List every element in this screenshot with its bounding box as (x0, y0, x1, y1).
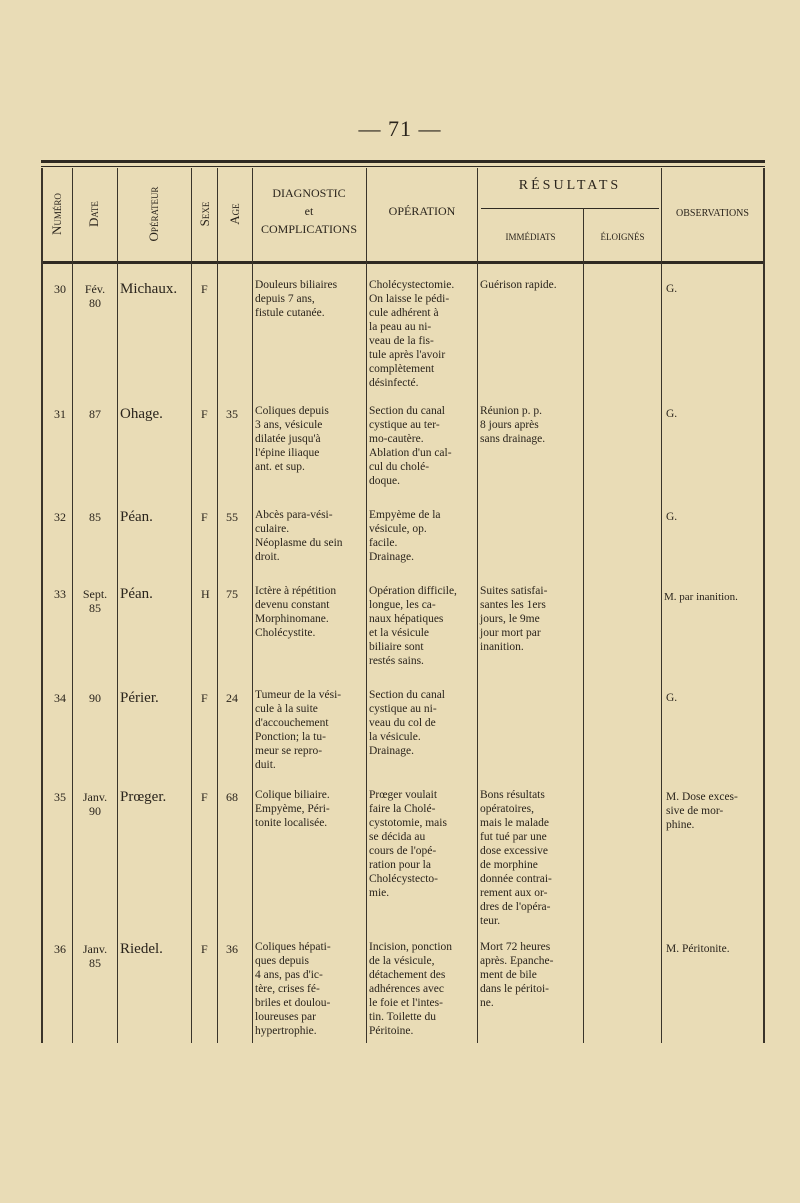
row-34-date: 90 (89, 691, 101, 705)
row-35-operateur: Prœger. (120, 789, 167, 805)
row-32-num: 32 (54, 510, 66, 524)
row-33-immediats: Suites satisfai- santes les 1ers jours, le 9me jour mort par inanition. (480, 585, 548, 653)
top-rule (41, 160, 765, 163)
top-rule-thin (41, 166, 765, 167)
row-36-observations: M. Péritonite. (666, 943, 730, 955)
row-31-age: 35 (226, 407, 238, 421)
row-32-observations: G. (666, 511, 678, 523)
header-operateur: Opérateur (146, 186, 161, 242)
row-32-sexe: F (201, 510, 208, 524)
row-30-operation: Cholécystectomie. On laisse le pédi- cule adhérent à la peau au ni- veau de la fis- tule après l'avoir complètement désinfecté. (369, 279, 455, 389)
header-age: Age (227, 203, 242, 225)
header-resultats: RÉSULTATS (518, 178, 622, 193)
header-diagnostic: DIAGNOSTIC et COMPLICATIONS (260, 186, 357, 236)
row-34-diagnostic: Tumeur de la vési- cule à la suite d'accouchement Ponction; la tu- meur se repro- duit. (255, 689, 342, 771)
row-34-sexe: F (201, 691, 208, 705)
row-34-age: 24 (226, 691, 238, 705)
row-34-operateur: Périer. (120, 690, 159, 706)
row-35-diagnostic: Colique biliaire. Empyème, Péri- tonite localisée. (255, 789, 330, 829)
row-31-num: 31 (54, 407, 66, 421)
row-31-operation: Section du canal cystique au ter- mo-cautère. Ablation d'un cal- cul du cholé- doque. (369, 405, 452, 487)
column-divider (41, 168, 43, 1043)
row-31-observations: G. (666, 408, 678, 420)
row-34-num: 34 (54, 691, 66, 705)
row-31-date: 87 (89, 407, 101, 421)
row-36-num: 36 (54, 942, 66, 956)
row-32-operateur: Péan. (120, 509, 153, 525)
page-number: — 71 — (358, 116, 442, 141)
row-30-date: Fév. 80 (84, 282, 106, 310)
results-subheader-rule (481, 208, 659, 209)
row-30-immediats: Guérison rapide. (480, 279, 557, 291)
header-sexe: Sexe (197, 201, 212, 227)
row-35-sexe: F (201, 790, 208, 804)
column-divider (661, 168, 662, 1043)
column-divider (763, 168, 765, 1043)
row-32-age: 55 (226, 510, 238, 524)
header-observations: OBSERVATIONS (676, 208, 749, 219)
column-divider (477, 168, 478, 1043)
row-31-operateur: Ohage. (120, 406, 163, 422)
row-33-operateur: Péan. (120, 586, 153, 602)
row-33-age: 75 (226, 587, 238, 601)
header-date: Date (86, 201, 101, 227)
row-35-num: 35 (54, 790, 66, 804)
row-35-immediats: Bons résultats opératoires, mais le malade fut tué par une dose excessive de morphine donnée contrai- rement aux or- dres de l'opéra- teur. (480, 789, 552, 927)
row-30-observations: G. (666, 283, 678, 295)
row-33-date: Sept. 85 (82, 587, 108, 615)
header-operation: OPÉRATION (388, 204, 456, 218)
header-eloignes: ÉLOIGNÉS (600, 232, 645, 242)
row-30-diagnostic: Douleurs biliaires depuis 7 ans, fistule cutanée. (255, 279, 338, 319)
row-35-operation: Prœger voulait faire la Cholé- cystotomie, mais se décida au cours de l'opé- ration pour la Cholécystecto- mie. (369, 789, 447, 899)
column-divider (252, 168, 253, 1043)
header-numero: Numéro (49, 193, 64, 235)
surgical-results-table (41, 160, 765, 1043)
row-36-date: Janv. 85 (82, 942, 108, 970)
row-30-num: 30 (54, 282, 66, 296)
row-32-operation: Empyème de la vésicule, op. facile. Drainage. (369, 509, 441, 563)
row-32-diagnostic: Abcès para-vési- culaire. Néoplasme du sein droit. (255, 509, 343, 563)
row-36-operation: Incision, ponction de la vésicule, détachement des adhérences avec le foie et l'intes- tin. Toilette du Péritoine. (369, 941, 453, 1037)
column-divider (583, 208, 584, 1043)
row-35-date: Janv. 90 (82, 790, 108, 818)
row-33-diagnostic: Ictère à répétition devenu constant Morphinomane. Cholécystite. (255, 585, 337, 639)
row-36-sexe: F (201, 942, 208, 956)
row-33-observations: M. par inanition. (664, 591, 738, 603)
row-36-diagnostic: Coliques hépati- ques depuis 4 ans, pas d'ic- tère, crises fé- briles et doulou- loureuses par hypertrophie. (255, 941, 331, 1037)
row-34-operation: Section du canal cystique au ni- veau du col de la vésicule. Drainage. (369, 689, 446, 757)
row-35-age: 68 (226, 790, 238, 804)
row-36-age: 36 (226, 942, 238, 956)
header-immediats: IMMÉDIATS (505, 232, 556, 242)
row-31-immediats: Réunion p. p. 8 jours après sans drainage. (480, 405, 546, 445)
row-32-date: 85 (89, 510, 101, 524)
column-divider (217, 168, 218, 1043)
row-33-num: 33 (54, 587, 66, 601)
column-divider (117, 168, 118, 1043)
row-30-operateur: Michaux. (120, 281, 178, 297)
row-30-sexe: F (201, 282, 208, 296)
column-divider (191, 168, 192, 1043)
row-31-diagnostic: Coliques depuis 3 ans, vésicule dilatée jusqu'à l'épine iliaque ant. et sup. (255, 405, 329, 473)
row-36-immediats: Mort 72 heures après. Epanche- ment de bile dans le péritoi- ne. (480, 941, 554, 1009)
row-35-observations: M. Dose exces- sive de mor- phine. (666, 791, 738, 831)
row-33-operation: Opération difficile, longue, les ca- naux hépatiques et la vésicule biliaire sont restés sains. (369, 585, 457, 667)
row-31-sexe: F (201, 407, 208, 421)
column-divider (366, 168, 367, 1043)
header-rule (41, 261, 765, 264)
row-33-sexe: H (201, 587, 210, 601)
row-36-operateur: Riedel. (120, 941, 163, 957)
row-34-observations: G. (666, 692, 678, 704)
